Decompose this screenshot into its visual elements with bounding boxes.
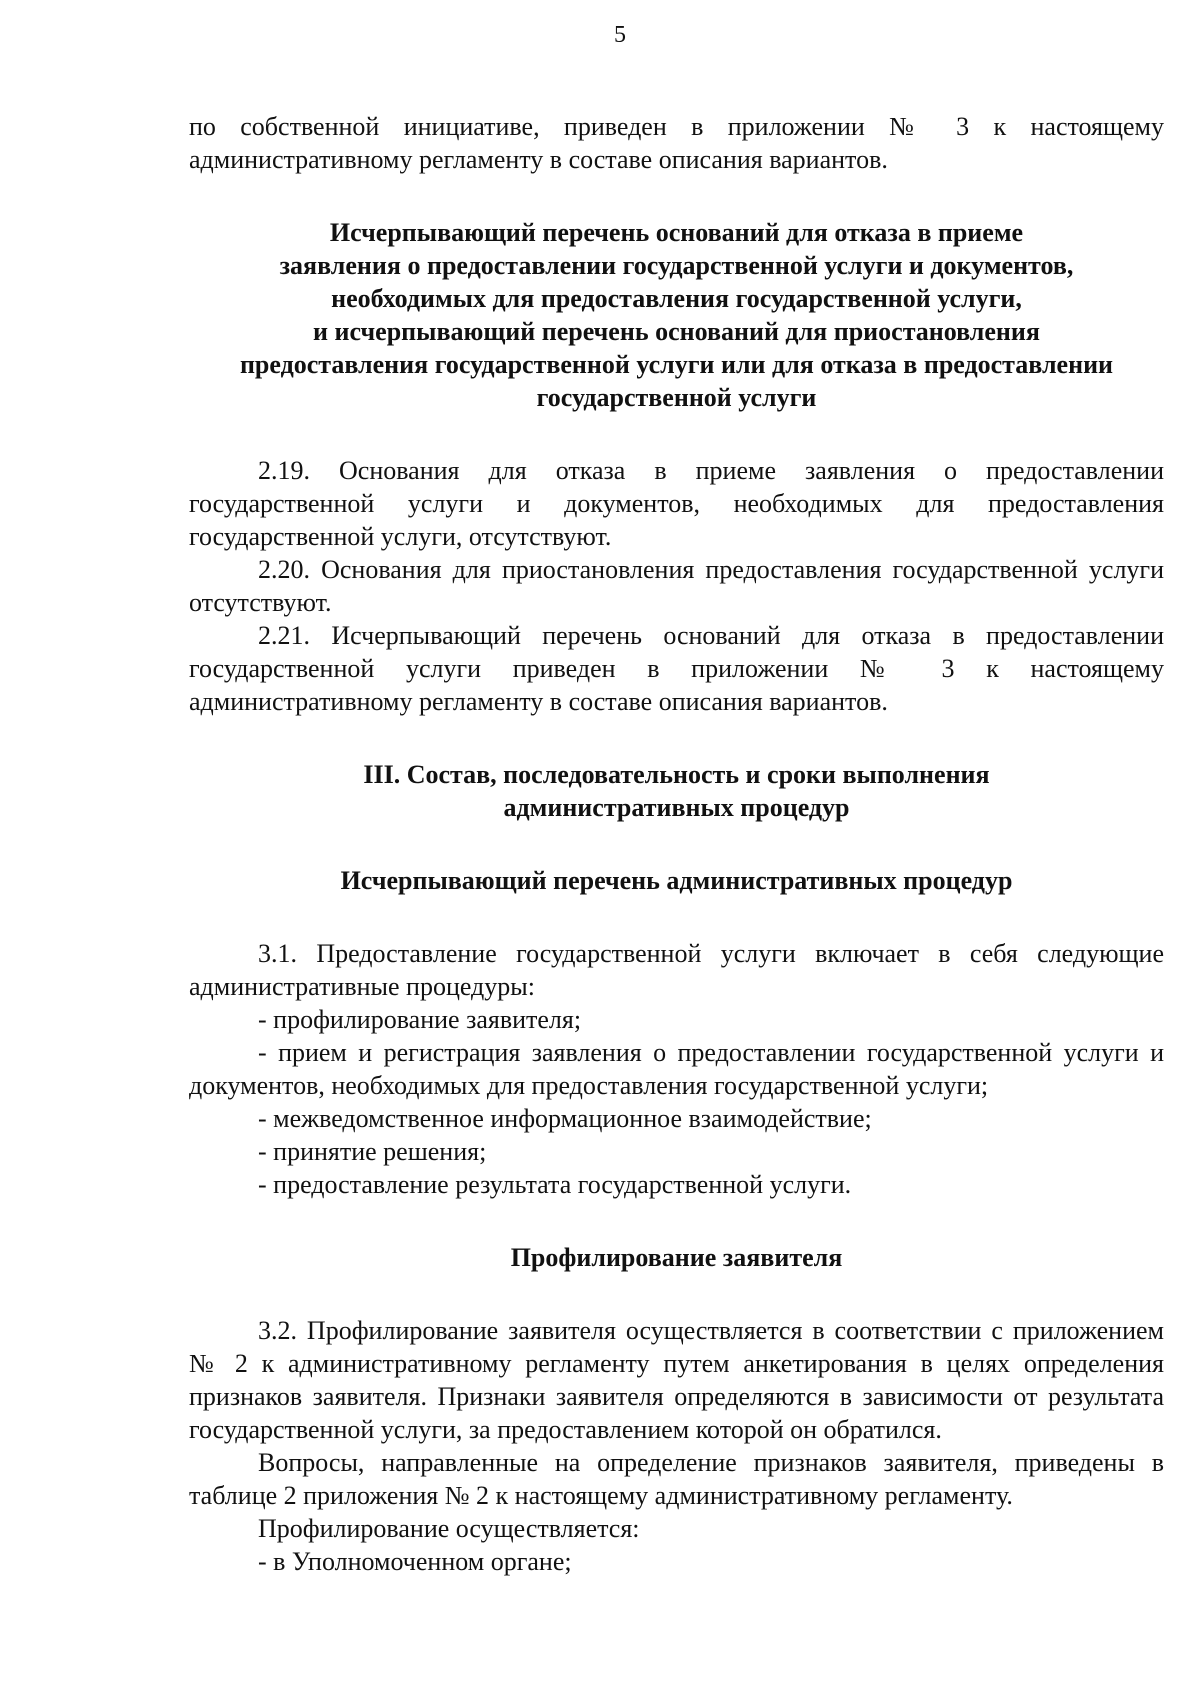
heading-line: государственной услуги (536, 383, 817, 412)
heading-line: и исчерпывающий перечень оснований для приостановления (313, 317, 1040, 346)
heading-line: III. Состав, последовательность и сроки выполнения (363, 760, 990, 789)
list-item: - принятие решения; (258, 1137, 487, 1166)
list-item: - предоставление результата государственной услуги. (258, 1170, 852, 1199)
paragraph-3-1: 3.1. Предоставление государственной услуги включает в себя следующие административные процедуры: (189, 939, 1164, 1001)
questions-paragraph: Вопросы, направленные на определение признаков заявителя, приведены в таблице 2 приложения № 2 к настоящему административному регламенту. (189, 1448, 1164, 1510)
list-item: - в Уполномоченном органе; (258, 1547, 572, 1576)
page-number: 5 (614, 22, 626, 48)
heading-line: необходимых для предоставления государственной услуги, (331, 284, 1022, 313)
profiling-places-list (189, 1545, 1164, 1578)
document-body (189, 110, 1164, 1578)
paragraph-3-2: 3.2. Профилирование заявителя осуществляется в соответствии с приложением № 2 к административному регламенту путем анкетирования в целях определения признаков заявителя. Признаки заявителя определяются в зависимости от результата государственной услуги, за предоставлением которой он обратился. (189, 1316, 1164, 1444)
intro-paragraph: по собственной инициативе, приведен в приложении № 3 к настоящему административному регламенту в составе описания вариантов. (189, 112, 1164, 174)
profiling-where-paragraph: Профилирование осуществляется: (258, 1514, 640, 1543)
list-item: - межведомственное информационное взаимодействие; (258, 1104, 872, 1133)
procedures-list (189, 1003, 1164, 1201)
heading-line: Исчерпывающий перечень оснований для отказа в приеме (329, 218, 1024, 247)
heading-line: предоставления государственной услуги или для отказа в предоставлении (239, 350, 1114, 379)
paragraph-2-19: 2.19. Основания для отказа в приеме заявления о предоставлении государственной услуги и документов, необходимых для предоставления государственной услуги, отсутствуют. (189, 456, 1164, 551)
profiling-heading: Профилирование заявителя (510, 1243, 843, 1272)
paragraph-2-20: 2.20. Основания для приостановления предоставления государственной услуги отсутствуют. (189, 555, 1164, 617)
procedures-heading: Исчерпывающий перечень административных процедур (340, 866, 1013, 895)
paragraph-2-21: 2.21. Исчерпывающий перечень оснований для отказа в предоставлении государственной услуги приведен в приложении № 3 к настоящему административному регламенту в составе описания вариантов. (189, 621, 1164, 716)
list-item: - прием и регистрация заявления о предоставлении государственной услуги и документов, необходимых для предоставления государственной услуги; (189, 1038, 1164, 1100)
heading-line: заявления о предоставлении государственной услуги и документов, (279, 251, 1074, 280)
refusal-grounds-heading (189, 216, 1164, 414)
heading-line: административных процедур (503, 793, 850, 822)
list-item: - профилирование заявителя; (258, 1005, 582, 1034)
section-iii-heading (189, 758, 1164, 824)
